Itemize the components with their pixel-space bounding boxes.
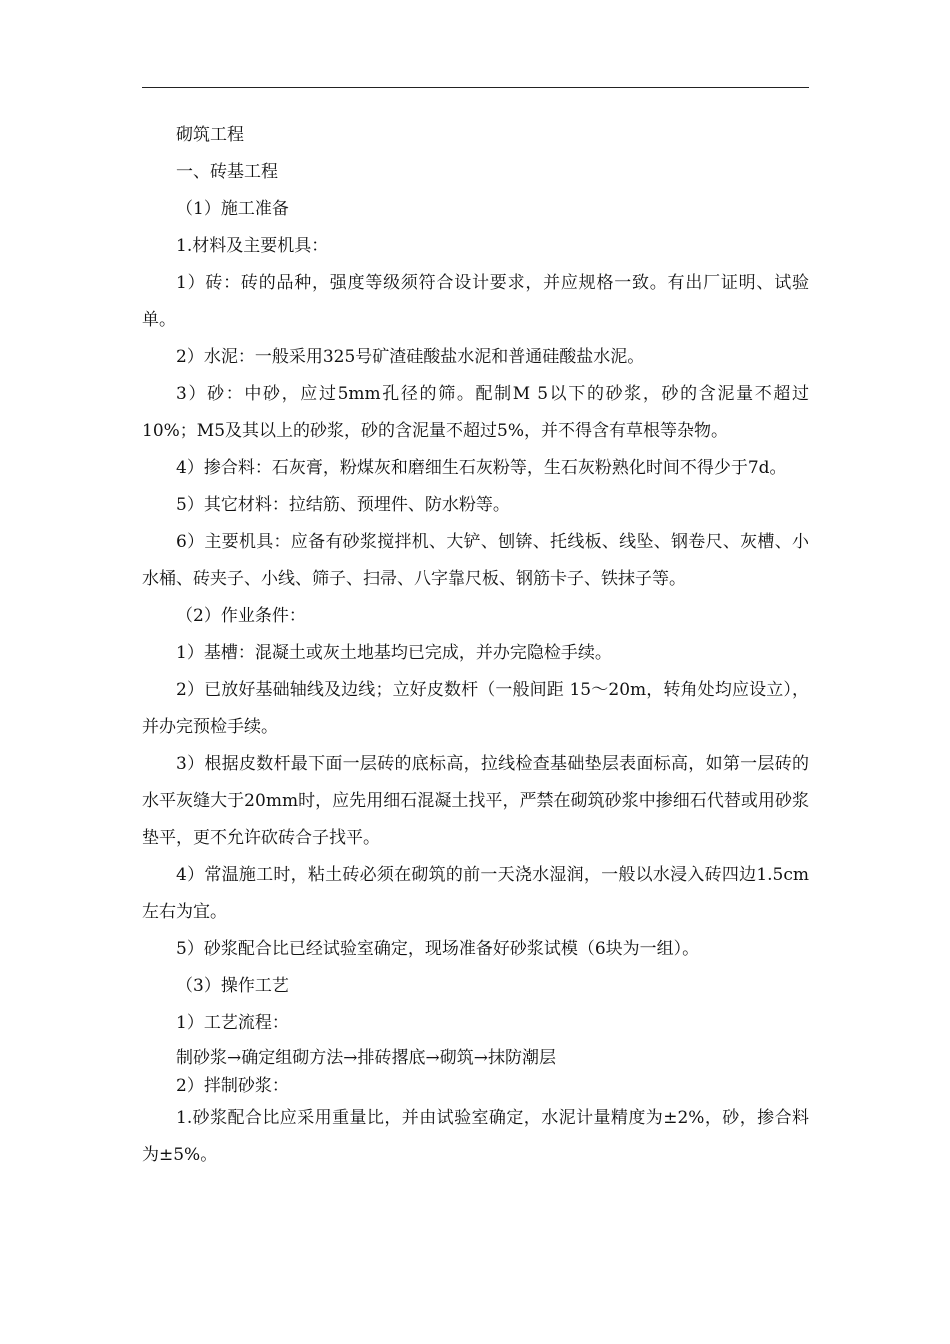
document-body xyxy=(142,117,809,1174)
paragraph: 6）主要机具：应备有砂浆搅拌机、大铲、刨锛、托线板、线坠、钢卷尺、灰槽、小水桶、砖夹子、小线、筛子、扫帚、八字靠尺板、钢筋卡子、铁抹子等。 xyxy=(142,532,809,589)
paragraph: 2）已放好基础轴线及边线；立好皮数杆（一般间距 15～20m，转角处均应设立），并办完预检手续。 xyxy=(142,680,809,737)
heading-1: 一、砖基工程 xyxy=(176,162,278,182)
paragraph: 4）掺合料：石灰膏，粉煤灰和磨细生石灰粉等，生石灰粉熟化时间不得少于7d。 xyxy=(176,458,787,478)
paragraph: 1）砖：砖的品种，强度等级须符合设计要求，并应规格一致。有出厂证明、试验单。 xyxy=(142,273,809,330)
paragraph: 1）基槽：混凝土或灰土地基均已完成，并办完隐检手续。 xyxy=(176,643,612,663)
section-title: 砌筑工程 xyxy=(176,125,244,145)
paragraph: 1.材料及主要机具： xyxy=(176,236,329,256)
paragraph: 2）水泥：一般采用325号矿渣硅酸盐水泥和普通硅酸盐水泥。 xyxy=(176,347,645,367)
paragraph: 4）常温施工时，粘土砖必须在砌筑的前一天浇水湿润，一般以水浸入砖四边1.5cm左右为宜。 xyxy=(142,865,809,922)
paragraph: 2）拌制砂浆： xyxy=(176,1076,289,1096)
paragraph: 5）其它材料：拉结筋、预埋件、防水粉等。 xyxy=(176,495,510,515)
subheading: （1）施工准备 xyxy=(176,199,289,219)
process-flow: 制砂浆→确定组砌方法→排砖撂底→砌筑→抹防潮层 xyxy=(176,1048,556,1068)
paragraph: 3）根据皮数杆最下面一层砖的底标高，拉线检查基础垫层表面标高，如第一层砖的水平灰缝大于20mm时，应先用细石混凝土找平，严禁在砌筑砂浆中掺细石代替或用砂浆垫平，更不允许砍砖合子找平。 xyxy=(142,754,809,848)
paragraph: 5）砂浆配合比已经试验室确定，现场准备好砂浆试模（6块为一组）。 xyxy=(176,939,700,959)
subheading: （2）作业条件： xyxy=(176,606,306,626)
paragraph: 1.砂浆配合比应采用重量比，并由试验室确定，水泥计量精度为±2%，砂，掺合料为±5%。 xyxy=(142,1108,809,1165)
paragraph: 1）工艺流程： xyxy=(176,1013,289,1033)
subheading: （3）操作工艺 xyxy=(176,976,289,996)
paragraph: 3）砂：中砂，应过5mm孔径的筛。配制M 5以下的砂浆，砂的含泥量不超过10%；M5及其以上的砂浆，砂的含泥量不超过5%，并不得含有草根等杂物。 xyxy=(142,384,809,441)
header-rule xyxy=(142,87,809,88)
